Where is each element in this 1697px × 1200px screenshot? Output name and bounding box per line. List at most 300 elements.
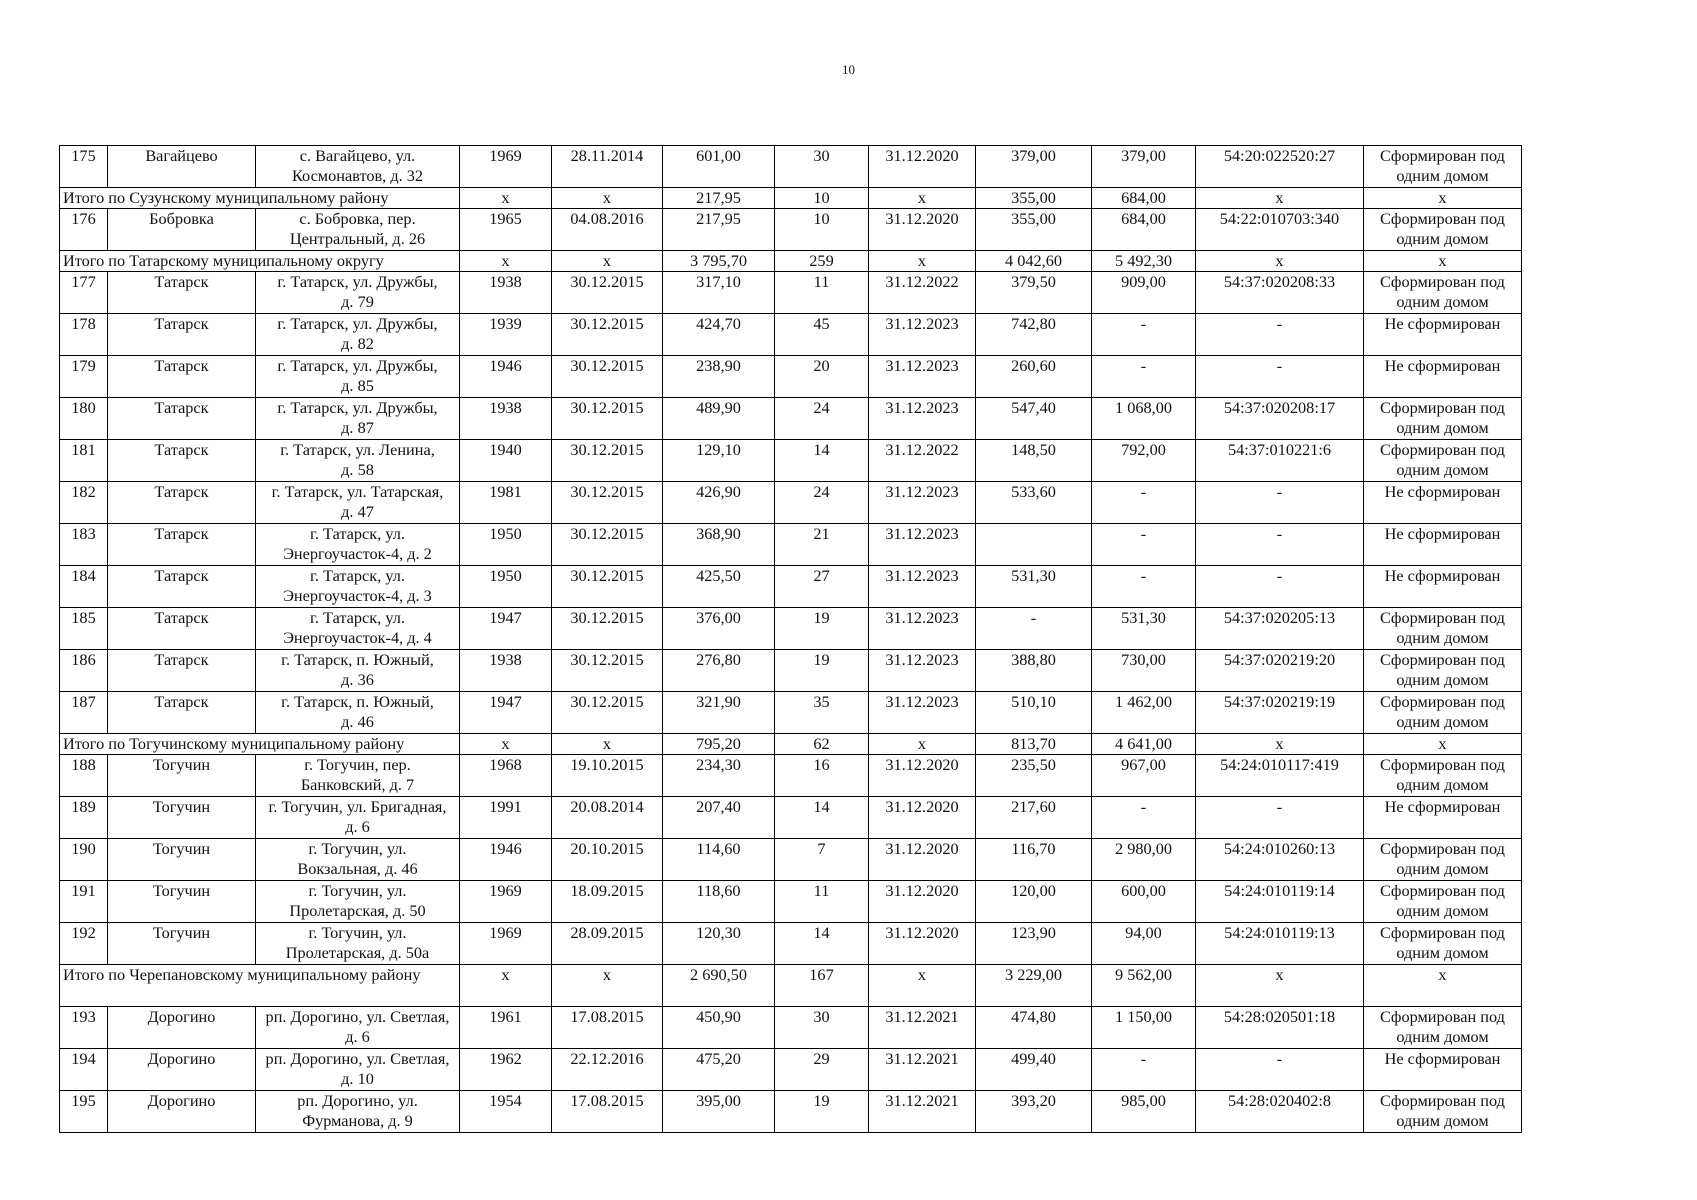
status-cell — [1364, 881, 1522, 923]
address-cell — [256, 1007, 460, 1049]
deadline-cell: 31.12.2021 — [869, 1049, 976, 1091]
status-line: Сформирован под — [1380, 608, 1505, 627]
land-cell: 792,00 — [1092, 440, 1196, 482]
deadline-cell: 31.12.2020 — [869, 209, 976, 251]
land-cell: 967,00 — [1092, 755, 1196, 797]
cadastral-cell: x — [1196, 188, 1364, 209]
deadline-cell: 31.12.2023 — [869, 314, 976, 356]
subtotal-label: Итого по Татарскому муниципальному округу — [60, 251, 460, 272]
date-cell: 20.08.2014 — [552, 797, 663, 839]
table-row — [60, 923, 1522, 965]
table-row — [60, 1007, 1522, 1049]
residents-cell: 167 — [775, 965, 869, 1007]
address-line: г. Татарск, ул. Дружбы, — [277, 356, 438, 375]
table-row — [60, 440, 1522, 482]
address-line: д. 79 — [341, 292, 374, 311]
cadastral-cell: 54:24:010260:13 — [1196, 839, 1364, 881]
subtotal-label: Итого по Черепановскому муниципальному району — [60, 965, 460, 1007]
table-row — [60, 566, 1522, 608]
status-cell: x — [1364, 251, 1522, 272]
status-line: Сформирован под — [1380, 440, 1505, 459]
status-line: Сформирован под — [1380, 881, 1505, 900]
address-line: д. 87 — [341, 418, 374, 437]
row-number-cell: 195 — [60, 1091, 108, 1133]
land-cell: - — [1092, 356, 1196, 398]
table-row — [60, 146, 1522, 188]
address-line: д. 82 — [341, 334, 374, 353]
area-cell: 234,30 — [663, 755, 775, 797]
subtotal-row — [60, 734, 1522, 755]
address-line: д. 10 — [341, 1069, 374, 1088]
table-row — [60, 692, 1522, 734]
residents-cell: 11 — [775, 272, 869, 314]
row-number-cell: 187 — [60, 692, 108, 734]
land-cell: 2 980,00 — [1092, 839, 1196, 881]
date-cell: x — [552, 965, 663, 1007]
locality-cell: Татарск — [108, 566, 256, 608]
area-cell: 489,90 — [663, 398, 775, 440]
page-number: 10 — [842, 62, 855, 77]
address-line: Энергоучасток-4, д. 2 — [283, 544, 432, 563]
area2-cell: 120,00 — [976, 881, 1092, 923]
status-cell — [1364, 755, 1522, 797]
address-cell — [256, 797, 460, 839]
address-line: г. Тогучин, пер. — [304, 755, 411, 774]
locality-cell: Тогучин — [108, 923, 256, 965]
address-line: г. Татарск, п. Южный, — [281, 650, 434, 669]
area-cell: 368,90 — [663, 524, 775, 566]
table-row — [60, 398, 1522, 440]
land-cell: 9 562,00 — [1092, 965, 1196, 1007]
cadastral-cell: x — [1196, 251, 1364, 272]
deadline-cell: 31.12.2023 — [869, 692, 976, 734]
address-cell — [256, 209, 460, 251]
date-cell: 30.12.2015 — [552, 482, 663, 524]
area2-cell: 123,90 — [976, 923, 1092, 965]
status-line: Не сформирован — [1384, 797, 1501, 816]
deadline-cell: 31.12.2023 — [869, 524, 976, 566]
cadastral-cell: - — [1196, 524, 1364, 566]
area2-cell: 510,10 — [976, 692, 1092, 734]
cadastral-cell: 54:24:010119:13 — [1196, 923, 1364, 965]
land-cell: 379,00 — [1092, 146, 1196, 188]
status-line: одним домом — [1396, 1111, 1489, 1130]
land-cell: - — [1092, 566, 1196, 608]
date-cell: 17.08.2015 — [552, 1007, 663, 1049]
area2-cell: 531,30 — [976, 566, 1092, 608]
row-number-cell: 193 — [60, 1007, 108, 1049]
year-cell: 1969 — [460, 923, 552, 965]
year-cell: x — [460, 965, 552, 1007]
land-cell: - — [1092, 797, 1196, 839]
table-row — [60, 482, 1522, 524]
area-cell: 120,30 — [663, 923, 775, 965]
deadline-cell: x — [869, 251, 976, 272]
area-cell: 2 690,50 — [663, 965, 775, 1007]
table-row — [60, 650, 1522, 692]
date-cell: 30.12.2015 — [552, 566, 663, 608]
residents-cell: 45 — [775, 314, 869, 356]
land-cell: 1 462,00 — [1092, 692, 1196, 734]
deadline-cell: 31.12.2023 — [869, 566, 976, 608]
deadline-cell: x — [869, 965, 976, 1007]
land-cell: 1 068,00 — [1092, 398, 1196, 440]
date-cell: 30.12.2015 — [552, 398, 663, 440]
deadline-cell: 31.12.2021 — [869, 1007, 976, 1049]
status-line: Сформирован под — [1380, 1091, 1505, 1110]
residents-cell: 16 — [775, 755, 869, 797]
status-cell — [1364, 272, 1522, 314]
area-cell: 238,90 — [663, 356, 775, 398]
status-cell — [1364, 146, 1522, 188]
table-row — [60, 839, 1522, 881]
area-cell: 450,90 — [663, 1007, 775, 1049]
address-cell — [256, 1049, 460, 1091]
area-cell: 426,90 — [663, 482, 775, 524]
area2-cell: 235,50 — [976, 755, 1092, 797]
locality-cell: Дорогино — [108, 1049, 256, 1091]
area2-cell: 474,80 — [976, 1007, 1092, 1049]
year-cell: 1938 — [460, 272, 552, 314]
address-line: д. 6 — [345, 817, 370, 836]
date-cell: 30.12.2015 — [552, 440, 663, 482]
table-row — [60, 209, 1522, 251]
address-cell — [256, 923, 460, 965]
address-line: д. 58 — [341, 460, 374, 479]
cadastral-cell: - — [1196, 314, 1364, 356]
locality-cell: Татарск — [108, 356, 256, 398]
area2-cell: 217,60 — [976, 797, 1092, 839]
cadastral-cell: 54:24:010117:419 — [1196, 755, 1364, 797]
status-line: одним домом — [1396, 292, 1489, 311]
area-cell: 424,70 — [663, 314, 775, 356]
year-cell: x — [460, 188, 552, 209]
status-line: Сформирован под — [1380, 755, 1505, 774]
locality-cell: Дорогино — [108, 1091, 256, 1133]
address-line: Пролетарская, д. 50 — [289, 901, 426, 920]
land-cell: 4 641,00 — [1092, 734, 1196, 755]
address-line: д. 6 — [345, 1027, 370, 1046]
cadastral-cell: - — [1196, 566, 1364, 608]
table-row — [60, 797, 1522, 839]
year-cell: 1939 — [460, 314, 552, 356]
address-line: г. Татарск, ул. Дружбы, — [277, 272, 438, 291]
address-line: г. Татарск, п. Южный, — [281, 692, 434, 711]
status-line: Сформирован под — [1380, 692, 1505, 711]
land-cell: 1 150,00 — [1092, 1007, 1196, 1049]
area2-cell: 3 229,00 — [976, 965, 1092, 1007]
row-number-cell: 180 — [60, 398, 108, 440]
residents-cell: 10 — [775, 188, 869, 209]
residents-cell: 20 — [775, 356, 869, 398]
deadline-cell: 31.12.2022 — [869, 440, 976, 482]
deadline-cell: 31.12.2020 — [869, 755, 976, 797]
locality-cell: Вагайцево — [108, 146, 256, 188]
status-cell: x — [1364, 188, 1522, 209]
address-line: Пролетарская, д. 50а — [285, 943, 430, 962]
year-cell: 1969 — [460, 881, 552, 923]
area-cell: 317,10 — [663, 272, 775, 314]
address-cell — [256, 566, 460, 608]
year-cell: 1969 — [460, 146, 552, 188]
status-cell — [1364, 608, 1522, 650]
address-line: с. Бобровка, пер. — [299, 209, 416, 228]
address-line: рп. Дорогино, ул. Светлая, — [265, 1007, 450, 1026]
year-cell: 1981 — [460, 482, 552, 524]
residents-cell: 14 — [775, 440, 869, 482]
status-line: одним домом — [1396, 712, 1489, 731]
address-cell — [256, 881, 460, 923]
cadastral-cell: 54:28:020501:18 — [1196, 1007, 1364, 1049]
row-number-cell: 190 — [60, 839, 108, 881]
cadastral-cell: - — [1196, 356, 1364, 398]
address-line: д. 85 — [341, 376, 374, 395]
cadastral-cell: x — [1196, 734, 1364, 755]
address-cell — [256, 692, 460, 734]
land-cell: 730,00 — [1092, 650, 1196, 692]
status-line: Сформирован под — [1380, 1007, 1505, 1026]
year-cell: 1938 — [460, 650, 552, 692]
area-cell: 114,60 — [663, 839, 775, 881]
deadline-cell: 31.12.2023 — [869, 608, 976, 650]
date-cell: 30.12.2015 — [552, 314, 663, 356]
year-cell: 1954 — [460, 1091, 552, 1133]
residents-cell: 7 — [775, 839, 869, 881]
residents-cell: 259 — [775, 251, 869, 272]
residents-cell: 24 — [775, 398, 869, 440]
address-cell — [256, 440, 460, 482]
status-line: одним домом — [1396, 775, 1489, 794]
status-line: одним домом — [1396, 229, 1489, 248]
date-cell: 18.09.2015 — [552, 881, 663, 923]
residents-cell: 21 — [775, 524, 869, 566]
address-cell — [256, 314, 460, 356]
address-cell — [256, 482, 460, 524]
land-cell: - — [1092, 482, 1196, 524]
area2-cell: 148,50 — [976, 440, 1092, 482]
land-cell: 684,00 — [1092, 188, 1196, 209]
residents-cell: 62 — [775, 734, 869, 755]
status-line: одним домом — [1396, 901, 1489, 920]
locality-cell: Бобровка — [108, 209, 256, 251]
status-line: одним домом — [1396, 460, 1489, 479]
date-cell: 04.08.2016 — [552, 209, 663, 251]
land-cell: - — [1092, 314, 1196, 356]
locality-cell: Татарск — [108, 692, 256, 734]
status-cell — [1364, 356, 1522, 398]
area-cell: 321,90 — [663, 692, 775, 734]
status-cell — [1364, 839, 1522, 881]
address-line: г. Тогучин, ул. — [308, 881, 407, 900]
status-line: одним домом — [1396, 1027, 1489, 1046]
cadastral-cell: - — [1196, 482, 1364, 524]
row-number-cell: 194 — [60, 1049, 108, 1091]
date-cell: 30.12.2015 — [552, 608, 663, 650]
status-cell — [1364, 923, 1522, 965]
locality-cell: Дорогино — [108, 1007, 256, 1049]
deadline-cell: 31.12.2020 — [869, 839, 976, 881]
table-row — [60, 314, 1522, 356]
land-cell: 5 492,30 — [1092, 251, 1196, 272]
row-number-cell: 188 — [60, 755, 108, 797]
status-line: Сформирован под — [1380, 650, 1505, 669]
year-cell: 1962 — [460, 1049, 552, 1091]
area-cell: 475,20 — [663, 1049, 775, 1091]
address-cell — [256, 839, 460, 881]
status-line: Не сформирован — [1384, 356, 1501, 375]
year-cell: 1991 — [460, 797, 552, 839]
status-cell — [1364, 1007, 1522, 1049]
status-cell — [1364, 482, 1522, 524]
area2-cell: 499,40 — [976, 1049, 1092, 1091]
date-cell: 19.10.2015 — [552, 755, 663, 797]
status-line: одним домом — [1396, 943, 1489, 962]
status-line: Сформирован под — [1380, 272, 1505, 291]
row-number-cell: 175 — [60, 146, 108, 188]
area-cell: 395,00 — [663, 1091, 775, 1133]
status-line: Не сформирован — [1384, 524, 1501, 543]
address-cell — [256, 146, 460, 188]
date-cell: x — [552, 188, 663, 209]
row-number-cell: 192 — [60, 923, 108, 965]
status-line: Не сформирован — [1384, 314, 1501, 333]
address-line: г. Татарск, ул. — [310, 566, 405, 585]
status-line: Не сформирован — [1384, 1049, 1501, 1068]
table-row — [60, 524, 1522, 566]
address-cell — [256, 356, 460, 398]
status-cell — [1364, 524, 1522, 566]
residents-cell: 19 — [775, 1091, 869, 1133]
deadline-cell: 31.12.2020 — [869, 923, 976, 965]
address-cell — [256, 524, 460, 566]
date-cell: 30.12.2015 — [552, 356, 663, 398]
cadastral-cell: 54:28:020402:8 — [1196, 1091, 1364, 1133]
area2-cell: 379,50 — [976, 272, 1092, 314]
status-line: одним домом — [1396, 670, 1489, 689]
year-cell: 1950 — [460, 524, 552, 566]
year-cell: 1938 — [460, 398, 552, 440]
residents-cell: 14 — [775, 923, 869, 965]
land-cell: 531,30 — [1092, 608, 1196, 650]
area2-cell: 355,00 — [976, 209, 1092, 251]
row-number-cell: 181 — [60, 440, 108, 482]
status-line: одним домом — [1396, 859, 1489, 878]
date-cell: 30.12.2015 — [552, 692, 663, 734]
locality-cell: Тогучин — [108, 797, 256, 839]
area-cell: 376,00 — [663, 608, 775, 650]
table-row — [60, 608, 1522, 650]
area2-cell: 379,00 — [976, 146, 1092, 188]
status-cell — [1364, 650, 1522, 692]
date-cell: 30.12.2015 — [552, 524, 663, 566]
land-cell: 600,00 — [1092, 881, 1196, 923]
address-line: г. Татарск, ул. Дружбы, — [277, 314, 438, 333]
locality-cell: Тогучин — [108, 881, 256, 923]
row-number-cell: 184 — [60, 566, 108, 608]
status-cell: x — [1364, 965, 1522, 1007]
status-cell — [1364, 692, 1522, 734]
address-line: г. Татарск, ул. Дружбы, — [277, 398, 438, 417]
status-line: Сформирован под — [1380, 839, 1505, 858]
year-cell: 1950 — [460, 566, 552, 608]
year-cell: 1940 — [460, 440, 552, 482]
area2-cell: 388,80 — [976, 650, 1092, 692]
status-cell — [1364, 797, 1522, 839]
status-cell — [1364, 566, 1522, 608]
address-line: с. Вагайцево, ул. — [299, 146, 416, 165]
deadline-cell: 31.12.2023 — [869, 356, 976, 398]
address-line: г. Татарск, ул. Татарская, — [271, 482, 444, 501]
date-cell: 28.09.2015 — [552, 923, 663, 965]
area-cell: 217,95 — [663, 209, 775, 251]
area-cell: 601,00 — [663, 146, 775, 188]
row-number-cell: 179 — [60, 356, 108, 398]
table-row — [60, 755, 1522, 797]
residents-cell: 27 — [775, 566, 869, 608]
area2-cell: 260,60 — [976, 356, 1092, 398]
address-cell — [256, 650, 460, 692]
date-cell: 22.12.2016 — [552, 1049, 663, 1091]
date-cell: x — [552, 734, 663, 755]
land-cell: - — [1092, 524, 1196, 566]
area-cell: 276,80 — [663, 650, 775, 692]
status-line: Сформирован под — [1380, 923, 1505, 942]
deadline-cell: 31.12.2022 — [869, 272, 976, 314]
area2-cell — [976, 524, 1092, 566]
row-number-cell: 183 — [60, 524, 108, 566]
table-row — [60, 356, 1522, 398]
area-cell: 129,10 — [663, 440, 775, 482]
subtotal-row — [60, 188, 1522, 209]
date-cell: 20.10.2015 — [552, 839, 663, 881]
address-line: г. Тогучин, ул. — [308, 839, 407, 858]
land-cell: 985,00 — [1092, 1091, 1196, 1133]
cadastral-cell: 54:37:010221:6 — [1196, 440, 1364, 482]
locality-cell: Тогучин — [108, 839, 256, 881]
cadastral-cell: 54:37:020208:17 — [1196, 398, 1364, 440]
status-cell — [1364, 440, 1522, 482]
status-cell — [1364, 314, 1522, 356]
address-cell — [256, 608, 460, 650]
area2-cell: - — [976, 608, 1092, 650]
area-cell: 118,60 — [663, 881, 775, 923]
status-line: Не сформирован — [1384, 566, 1501, 585]
deadline-cell: 31.12.2020 — [869, 146, 976, 188]
residents-cell: 29 — [775, 1049, 869, 1091]
cadastral-cell: 54:37:020208:33 — [1196, 272, 1364, 314]
cadastral-cell: 54:37:020205:13 — [1196, 608, 1364, 650]
address-cell — [256, 1091, 460, 1133]
area2-cell: 547,40 — [976, 398, 1092, 440]
status-line: одним домом — [1396, 166, 1489, 185]
date-cell: 30.12.2015 — [552, 650, 663, 692]
cadastral-cell: - — [1196, 797, 1364, 839]
residents-cell: 30 — [775, 146, 869, 188]
year-cell: 1946 — [460, 356, 552, 398]
address-cell — [256, 755, 460, 797]
area-cell: 795,20 — [663, 734, 775, 755]
subtotal-row — [60, 965, 1522, 1007]
land-cell: - — [1092, 1049, 1196, 1091]
year-cell: x — [460, 734, 552, 755]
address-cell — [256, 272, 460, 314]
area-cell: 425,50 — [663, 566, 775, 608]
cadastral-cell: 54:22:010703:340 — [1196, 209, 1364, 251]
cadastral-cell: x — [1196, 965, 1364, 1007]
residents-cell: 30 — [775, 1007, 869, 1049]
deadline-cell: 31.12.2021 — [869, 1091, 976, 1133]
locality-cell: Татарск — [108, 398, 256, 440]
